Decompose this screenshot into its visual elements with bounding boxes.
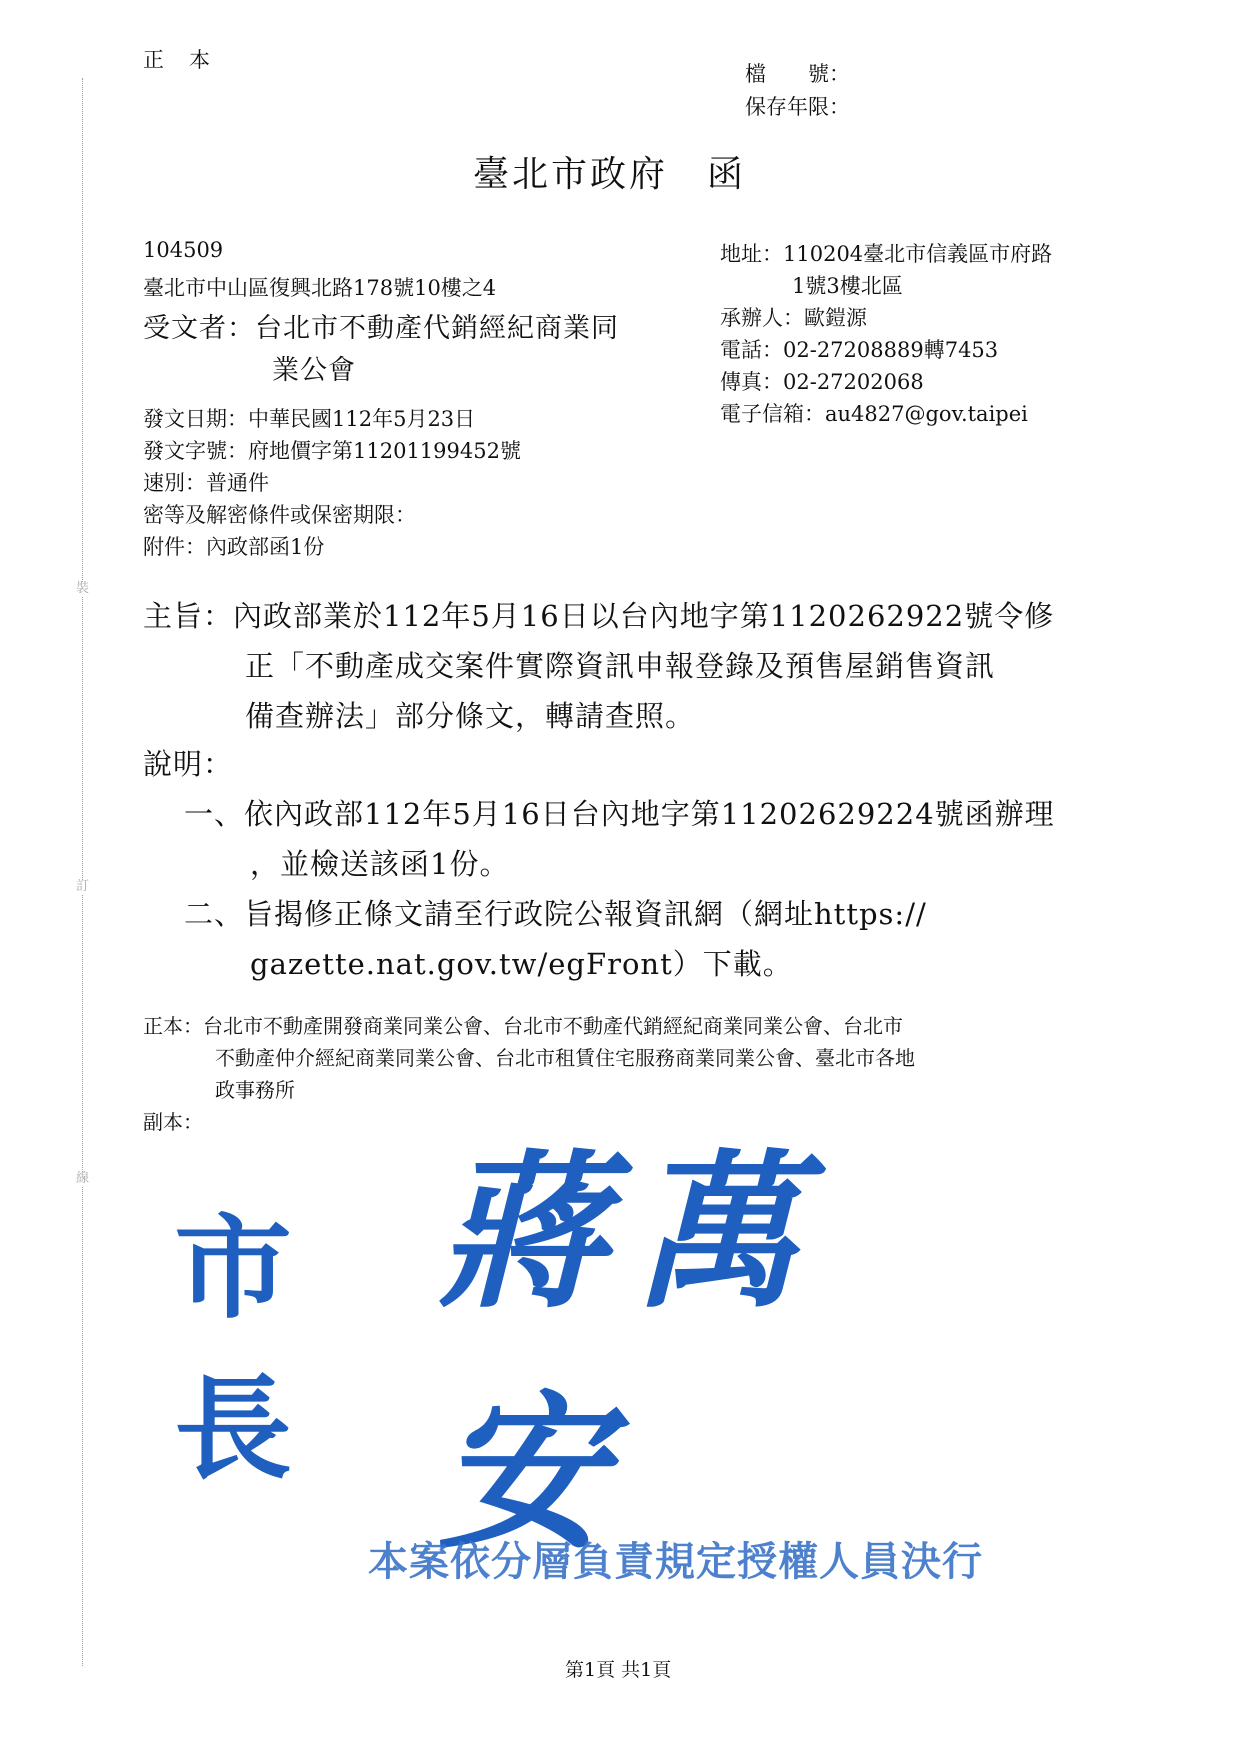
subject-line3: 備查辦法」部分條文，轉請查照。 [245,699,696,733]
recipient-address: 臺北市中山區復興北路178號10樓之4 [143,276,497,300]
mayor-title: 市長 [174,1203,299,1495]
document-number: 發文字號：府地價字第11201199452號 [143,439,521,463]
secrecy-level: 密等及解密條件或保密期限： [143,503,416,527]
attachment: 附件：內政部函1份 [143,535,325,559]
binding-dotted-line [82,78,83,1666]
subject-line1: 主旨：內政部業於112年5月16日以台內地字第1120262922號令修 [143,599,1055,633]
page-footer: 第1頁 共1頁 [565,1659,672,1681]
contact-handler: 承辦人：歐鎧源 [720,306,867,330]
issue-date: 發文日期：中華民國112年5月23日 [143,407,476,431]
contact-phone: 電話：02-27208889轉7453 [720,338,999,362]
recipient-line1: 受文者：台北市不動產代銷經紀商業同 [143,313,619,344]
mayor-name: 蔣萬安 [437,1133,826,1572]
explanation-label: 說明： [143,747,234,781]
delivery-speed: 速別：普通件 [143,471,269,495]
file-number-label: 檔 號： [745,62,850,86]
contact-address-line2: 1號3樓北區 [792,274,903,298]
binding-mark-xian: 線 [76,1171,90,1186]
explanation-item1-line1: 一、依內政部112年5月16日台內地字第11202629224號函辦理 [184,797,1055,831]
explanation-item1-line2: ，並檢送該函1份。 [250,847,510,881]
retention-period-label: 保存年限： [745,95,850,119]
explanation-item2-line2: gazette.nat.gov.tw/egFront）下載。 [250,947,793,981]
contact-address-line1: 地址：110204臺北市信義區市府路 [720,242,1053,266]
distribution-original-line3: 政事務所 [215,1078,295,1102]
distribution-original-line1: 正本：台北市不動產開發商業同業公會、台北市不動產代銷經紀商業同業公會、台北市 [143,1014,903,1038]
contact-email: 電子信箱：au4827@gov.taipei [720,402,1028,426]
contact-fax: 傳真：02-27202068 [720,370,924,394]
explanation-item2-line1: 二、旨揭修正條文請至行政院公報資訊網（網址https:// [184,897,927,931]
authorization-stamp: 本案依分層負責規定授權人員決行 [368,1538,983,1585]
recipient-line2: 業公會 [272,355,356,386]
copy-type-label: 正 本 [143,48,212,72]
distribution-copy: 副本： [143,1110,203,1134]
subject-line2: 正「不動產成交案件實際資訊申報登錄及預售屋銷售資訊 [245,649,996,683]
binding-mark-zhuang: 裝 [76,581,90,596]
recipient-postal-code: 104509 [143,238,224,262]
distribution-original-line2: 不動產仲介經紀商業同業公會、台北市租賃住宅服務商業同業公會、臺北市各地 [215,1046,915,1070]
document-title: 臺北市政府 函 [473,154,747,195]
binding-mark-ding: 訂 [76,879,90,894]
